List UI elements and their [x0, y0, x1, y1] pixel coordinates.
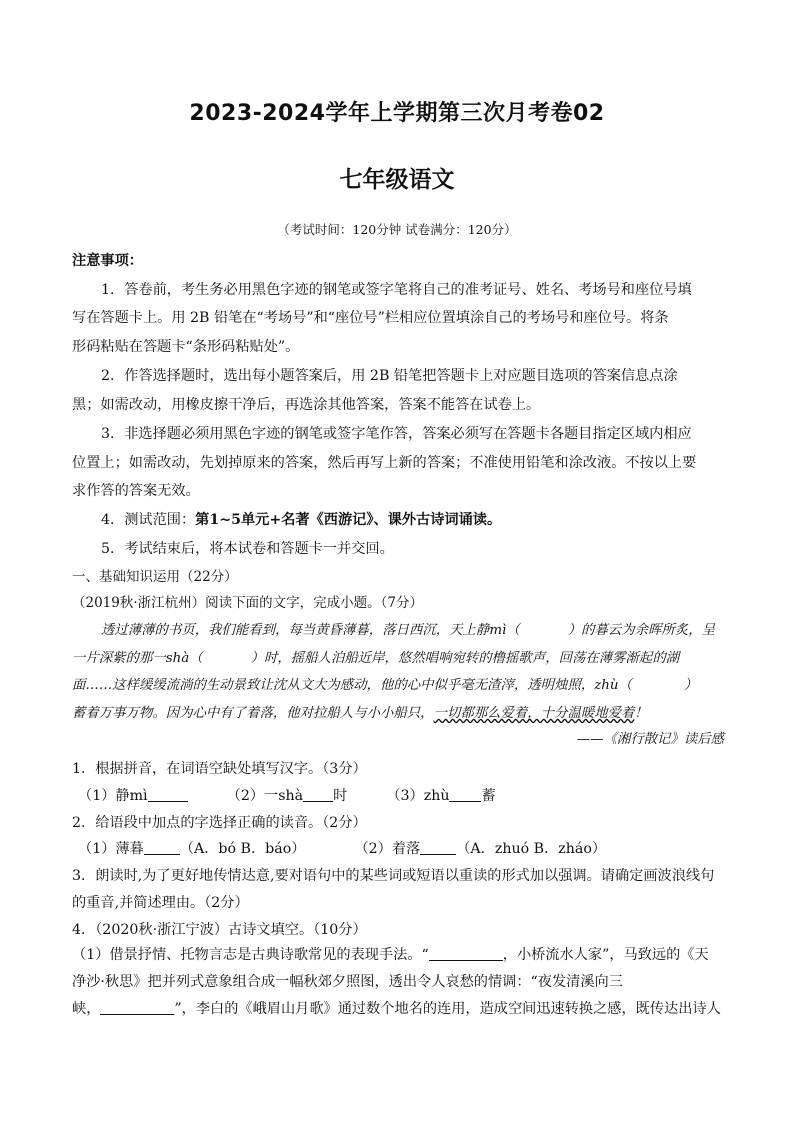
question-4-line: 净沙·秋思》把并列式意象组合成一幅秋郊夕照图，透出令人哀愁的情调：“夜发清溪向三: [72, 974, 623, 990]
question-1: 1．根据拼音，在词语空缺处填写汉字。（3分）: [72, 761, 367, 777]
question-3: 的重音,并简述理由。（2分）: [72, 895, 249, 911]
notice-line: 3．非选择题必须用黑色字迹的钢笔或签字笔作答，答案必须写在答题卡各题目指定区域内相应: [101, 426, 692, 442]
notice-line: 5．考试结束后，将本试卷和答题卡一并交回。: [101, 541, 394, 557]
notice-line: 黑；如需改动，用橡皮擦干净后，再选涂其他答案，答案不能答在试卷上。: [72, 397, 541, 413]
passage-line: 蓄着万事万物。因为心中有了着落，他对拉船人与小小船只，一切都那么爱着，十分温暖地爱着！: [72, 706, 648, 721]
answer-blank[interactable]: [303, 787, 333, 802]
answer-blank[interactable]: [449, 787, 481, 802]
notice-line: 2．作答选择题时，选出每小题答案后，用 2B 铅笔把答题卡上对应题目选项的答案信息点涂: [101, 368, 678, 384]
answer-blank[interactable]: [429, 946, 503, 961]
answer-blank[interactable]: [148, 787, 188, 802]
section-heading: 一、基础知识运用（22分）: [72, 569, 238, 585]
page-subtitle: 七年级语文: [339, 167, 455, 193]
question-source: （2019秋·浙江杭州）阅读下面的文字，完成小题。（7分）: [72, 595, 423, 611]
notice-4-prefix: 4．测试范围：: [101, 512, 196, 528]
notice-line: 形码粘贴在答题卡“条形码粘贴处”。: [72, 339, 300, 355]
passage-attribution: ——《湘行散记》读后感: [576, 732, 724, 747]
passage-line: 面……这样缓缓流淌的生动景致让沈从文大为感动，他的心中似乎毫无渣滓，透明烛照，zhù（ ）: [72, 678, 698, 693]
answer-blank[interactable]: [100, 1000, 174, 1015]
notice-line: 写在答题卡上。用 2B 铅笔在“考场号”和“座位号”栏相应位置填涂自己的考场号和座位号。将条: [72, 310, 669, 326]
notice-line: 位置上；如需改动，先划掉原来的答案，然后再写上新的答案；不准使用铅笔和涂改液。不按以上要: [72, 455, 697, 471]
question-3: 3．朗读时,为了更好地传情达意,要对语句中的某些词或短语以重读的形式加以强调。请确定画波浪线句: [72, 868, 715, 884]
question-2-items: （1）薄暮 （A．bó B．báo） （2）着落 （A．zhuó B．zháo）: [78, 841, 607, 857]
question-4-line: （1）借景抒情、托物言志是古典诗歌常见的表现手法。“ ，小桥流水人家”，马致远的《天: [72, 947, 709, 963]
page-title: 2023-2024学年上学期第三次月考卷02: [189, 101, 605, 126]
answer-blank[interactable]: [144, 840, 180, 855]
question-4: 4．（2020秋·浙江宁波）古诗文填空。（10分）: [72, 922, 367, 938]
notice-heading: 注意事项：: [72, 253, 143, 269]
notice-line: 1．答卷前，考生务必用黑色字迹的钢笔或签字笔将自己的准考证号、姓名、考场号和座位号填: [101, 282, 692, 298]
passage-line: 一片深紫的那一shà（ ）时，摇船人泊船近岸，悠然唱响宛转的橹摇歌声，回荡在薄雾渐起的湖: [72, 651, 680, 666]
passage-line: 透过薄薄的书页，我们能看到，每当黄昏薄暮，落日西沉，天上静mì（ ）的暮云为余晖所炙，呈: [101, 623, 715, 638]
question-4-line: 峡， ”，李白的《峨眉山月歌》通过数个地名的连用，造成空间迅速转换之感，既传达出诗人: [72, 1001, 721, 1017]
answer-blank[interactable]: [420, 840, 456, 855]
notice-4-scope: 第1~5单元+名著《西游记》、课外古诗词诵读。: [195, 512, 502, 528]
exam-info: （考试时间：120分钟 试卷满分：120分）: [277, 222, 517, 237]
wavy-underlined-sentence: 一切都那么爱着，十分温暖地爱着: [433, 706, 635, 721]
notice-line: [101, 510, 724, 530]
question-1-items: （1）静mì （2）一shà 时 （3）zhù 蓄: [78, 788, 496, 804]
question-2: 2．给语段中加点的字选择正确的读音。（2分）: [72, 815, 367, 831]
notice-line: 求作答的答案无效。: [72, 483, 200, 499]
